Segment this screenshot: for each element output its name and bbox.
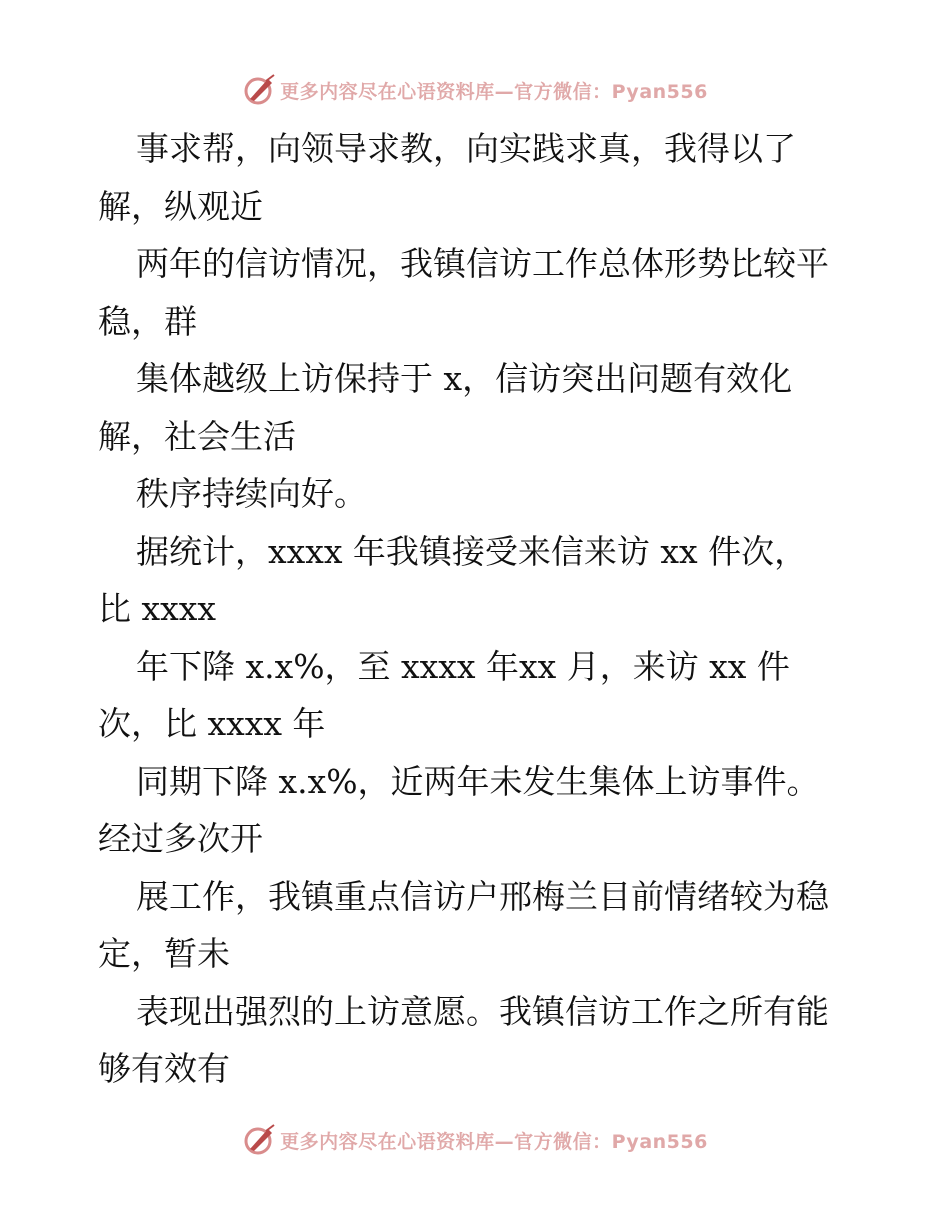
text-line: 据统计，xxxx 年我镇接受来信来访 xx 件次， bbox=[136, 531, 808, 571]
quill-logo-icon bbox=[242, 73, 276, 107]
text-line: 两年的信访情况，我镇信访工作总体形势比较平 bbox=[136, 244, 829, 283]
text-line: 展工作，我镇重点信访户邢梅兰目前情绪较为稳 bbox=[136, 876, 829, 916]
header-watermark bbox=[0, 70, 950, 110]
text-line: 事求帮，向领导求教，向实践求真，我得以了 bbox=[136, 129, 796, 168]
text-line: 表现出强烈的上访意愿。我镇信访工作之所有能 bbox=[136, 991, 829, 1031]
text-line: 同期下降 x.x%，近两年未发生集体上访事件。 bbox=[136, 761, 820, 801]
text-line: 经过多次开 bbox=[98, 819, 263, 858]
document-body bbox=[98, 120, 858, 1098]
text-line: 秩序持续向好。 bbox=[136, 474, 367, 513]
text-line: 解，社会生活 bbox=[98, 416, 296, 456]
text-line: 稳，群 bbox=[98, 301, 197, 341]
text-line: 集体越级上访保持于 x，信访突出问题有效化 bbox=[136, 359, 793, 398]
text-line: 次，比 xxxx 年 bbox=[98, 704, 326, 743]
text-line: 年下降 x.x%，至 xxxx 年xx 月，来访 xx 件 bbox=[136, 646, 790, 686]
text-line: 解，纵观近 bbox=[98, 186, 263, 226]
header-watermark-text: 更多内容尽在心语资料库—官方微信：Pyan556 bbox=[280, 80, 708, 103]
text-line: 比 xxxx bbox=[98, 589, 216, 628]
footer-watermark bbox=[0, 1120, 950, 1160]
text-line: 够有效有 bbox=[98, 1049, 230, 1088]
quill-logo-icon bbox=[242, 1123, 276, 1157]
footer-watermark-text: 更多内容尽在心语资料库—官方微信：Pyan556 bbox=[280, 1130, 708, 1153]
text-line: 定，暂未 bbox=[98, 934, 230, 973]
